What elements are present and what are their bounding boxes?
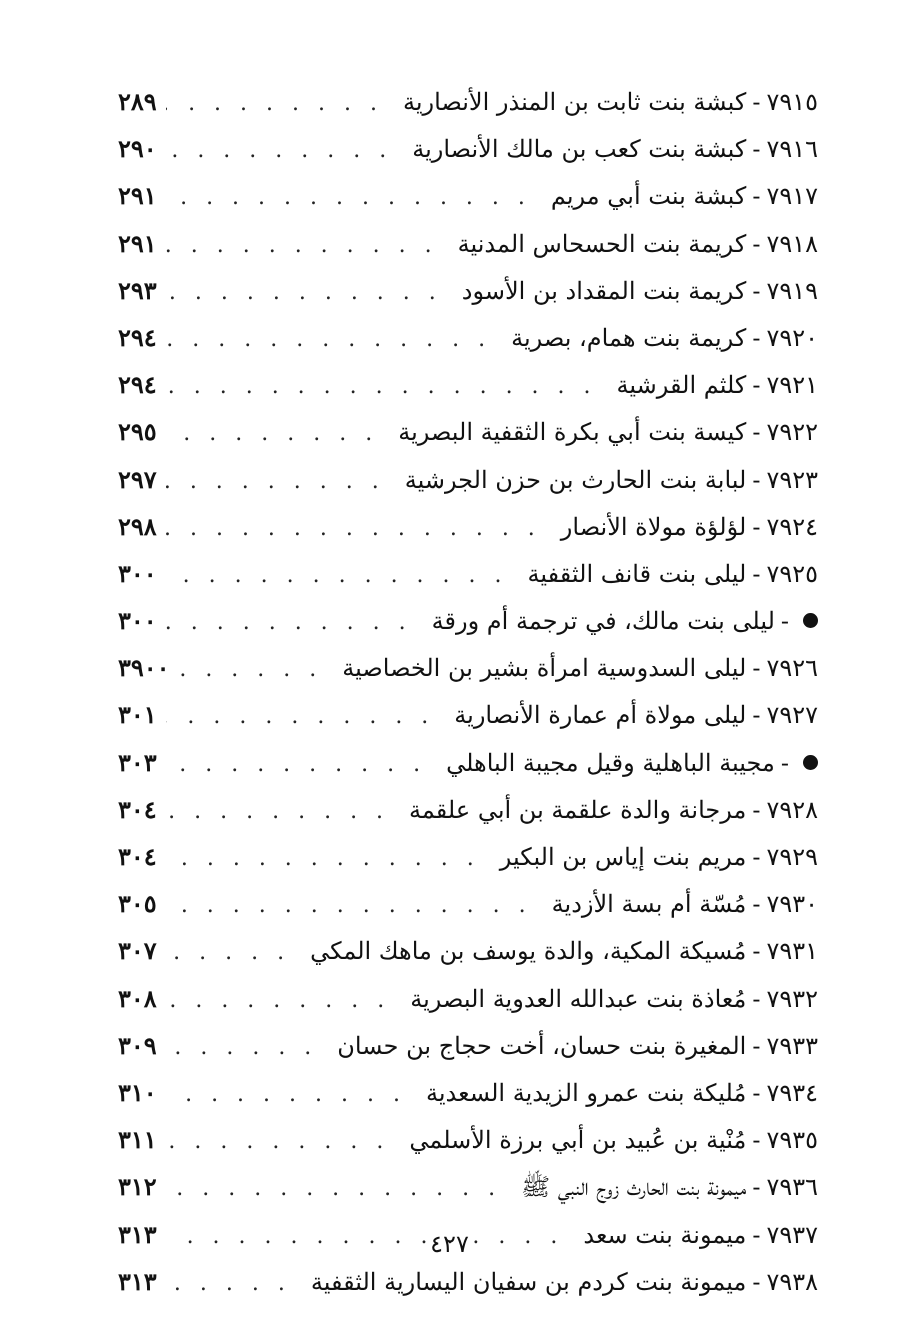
entry-dash: - [752, 323, 761, 352]
toc-entry [118, 408, 818, 455]
toc-entry [118, 267, 818, 314]
bullet-icon [803, 613, 818, 628]
entry-title: ليلى السدوسية امرأة بشير بن الخصاصية [342, 654, 747, 683]
entry-dash: - [752, 276, 761, 305]
entry-dash: - [752, 418, 761, 447]
entry-number: ٧٩٢٤ [766, 512, 818, 541]
dot-leader [166, 269, 452, 316]
toc-entry [118, 880, 818, 927]
entry-dash: - [752, 843, 761, 871]
entry-number: ٧٩٢٠ [766, 323, 818, 352]
entry-title: ميمونة بنت الحارث زوج النبي ﷺ [521, 1173, 747, 1202]
entry-dash: - [752, 1126, 761, 1155]
entry-title: ميمونة بنت سعد [583, 1220, 747, 1249]
dot-leader [166, 788, 399, 835]
entry-page-number: ٢٩٥ [118, 417, 157, 447]
toc-entry [118, 220, 818, 267]
toc-entry [118, 125, 818, 172]
entry-page-number: ٣١١ [118, 1125, 157, 1155]
entry-page-number: ٢٩١ [118, 228, 157, 258]
entry-title: لؤلؤة مولاة الأنصار [560, 512, 747, 541]
entry-title: ليلى مولاة أم عمارة الأنصارية [454, 701, 747, 730]
entry-title: كريمة بنت همام، بصرية [511, 323, 747, 352]
entry-number: ٧٩٣٧ [766, 1220, 818, 1249]
entry-page-number: ٣٠٨ [118, 983, 157, 1013]
dot-leader [166, 929, 300, 976]
entry-number: ٧٩١٥ [766, 88, 818, 116]
toc-entry [118, 78, 818, 125]
entry-number: ٧٩٣٨ [766, 1267, 818, 1296]
toc-entry [118, 456, 818, 503]
dot-leader [166, 835, 490, 882]
entry-page-number: ٢٩٤ [118, 370, 157, 400]
entry-number: ٧٩٣٦ [766, 1173, 818, 1202]
entry-title: كبشة بنت ثابت بن المنذر الأنصارية [402, 88, 747, 116]
dot-leader [166, 599, 422, 646]
entry-heading [551, 504, 818, 551]
entry-dash: - [752, 1078, 761, 1107]
entry-page-number: ٣٠٤ [118, 842, 157, 871]
entry-dash: - [752, 937, 761, 966]
entry-number: ٧٩٢٢ [766, 418, 818, 447]
entry-heading [607, 362, 818, 409]
entry-title: مُعاذة بنت عبدالله العدوية البصرية [410, 984, 747, 1013]
entry-page-number: ٣٠٩ [118, 1030, 157, 1060]
entry-number: ٧٩١٩ [766, 276, 818, 305]
entry-title: كيسة بنت أبي بكرة الثقفية البصرية [398, 418, 747, 447]
toc-entry [118, 786, 818, 833]
entry-heading [452, 268, 818, 315]
dot-leader [166, 363, 607, 410]
entry-page-number: ٣٠٧ [118, 936, 157, 966]
entry-title: مُنْية بن عُبيد بن أبي برزة الأسلمي [409, 1126, 747, 1155]
entry-page-number: ٣٠٣ [118, 747, 157, 777]
toc-entry [118, 644, 818, 691]
toc-entry [118, 833, 818, 880]
toc-entry [118, 314, 818, 361]
table-of-contents [118, 78, 818, 1305]
entry-page-number: ٣٠١ [118, 700, 157, 730]
entry-heading [400, 976, 818, 1023]
entry-title: كبشة بنت كعب بن مالك الأنصارية [412, 135, 747, 164]
entry-heading [501, 315, 818, 362]
entry-page-number: ٣١٣ [118, 1266, 157, 1296]
entry-heading [518, 551, 818, 598]
entry-dash: - [752, 1031, 761, 1060]
entry-heading [399, 1117, 818, 1164]
entry-page-number: ٣١٣ [118, 1219, 157, 1249]
dot-leader [166, 1071, 416, 1118]
entry-page-number: ٣٠٤ [118, 794, 157, 824]
entry-heading [436, 740, 818, 787]
dot-leader [166, 1260, 301, 1307]
dot-leader [166, 316, 501, 363]
entry-heading [448, 221, 818, 268]
entry-title: ميمونة بنت كردم بن سفيان اليسارية الثقفية [310, 1267, 747, 1296]
dot-leader [166, 222, 448, 269]
entry-title: مرجانة والدة علقمة بن أبي علقمة [409, 795, 747, 824]
toc-entry [118, 1116, 818, 1163]
entry-dash: - [752, 890, 761, 919]
entry-number: ٧٩٢٥ [766, 559, 818, 588]
entry-number: ٧٩١٧ [766, 182, 818, 211]
entry-dash: - [752, 512, 761, 541]
entry-title: كريمة بنت المقداد بن الأسود [461, 276, 747, 305]
dot-leader [166, 1165, 511, 1212]
entry-dash: - [752, 654, 761, 683]
entry-page-number: ٢٩٣ [118, 275, 157, 305]
entry-page-number: ٣٠٠ [118, 606, 157, 636]
entry-title: لبابة بنت الحارث بن حزن الجرشية [404, 465, 747, 494]
entry-number: ٧٩٢٦ [766, 654, 818, 683]
entry-title: كلثم القرشية [616, 371, 747, 400]
entry-page-number: ٣٠٥ [118, 889, 157, 919]
dot-leader [166, 505, 551, 552]
entry-title: ليلى بنت مالك، في ترجمة أم ورقة [431, 607, 775, 636]
entry-title: مُليكة بنت عمرو الزيدية السعدية [425, 1078, 747, 1107]
toc-entry [118, 503, 818, 550]
entry-title: مُسّة أم بسة الأزدية [551, 890, 747, 919]
entry-number: ٧٩٣٤ [766, 1078, 818, 1107]
toc-entry [118, 361, 818, 408]
entry-number: ٧٩٢٧ [766, 701, 818, 730]
entry-page-number: ٢٩٨ [118, 511, 157, 541]
entry-page-number: ٢٩٧ [118, 464, 157, 494]
toc-entry [118, 927, 818, 974]
entry-number: ٧٩٣٣ [766, 1031, 818, 1060]
entry-number: ٧٩٢٩ [766, 843, 818, 871]
entry-number: ٧٩١٨ [766, 229, 818, 258]
dot-leader [166, 80, 393, 127]
entry-page-number: ٣٠٠ [118, 558, 157, 588]
dot-leader [166, 127, 402, 174]
toc-entry [118, 1069, 818, 1116]
entry-heading [301, 1259, 818, 1306]
entry-heading [542, 881, 818, 928]
entry-dash: - [752, 559, 761, 588]
entry-dash: - [780, 748, 789, 777]
dot-leader [166, 741, 436, 788]
entry-title: كبشة بنت أبي مريم [550, 182, 747, 211]
toc-entry [118, 597, 818, 644]
toc-entry [118, 739, 818, 786]
entry-page-number: ٢٨٩ [118, 87, 157, 116]
entry-heading [395, 457, 818, 504]
entry-dash: - [752, 795, 761, 824]
entry-heading [422, 598, 818, 645]
entry-number: ٧٩٢٨ [766, 795, 818, 824]
dot-leader [166, 977, 400, 1024]
entry-number: ٧٩٣٥ [766, 1126, 818, 1155]
bullet-icon [803, 755, 818, 770]
dot-leader [166, 552, 518, 599]
entry-heading [388, 409, 818, 456]
dot-leader [166, 410, 388, 457]
entry-heading [490, 834, 818, 881]
entry-heading [444, 692, 818, 739]
entry-dash: - [752, 135, 761, 164]
entry-dash: - [752, 465, 761, 494]
toc-entry [118, 1022, 818, 1069]
entry-number: ٧٩٢١ [766, 371, 818, 400]
entry-number: ٧٩٣٠ [766, 890, 818, 919]
entry-dash: - [752, 701, 761, 730]
entry-page-number: ٣١٢ [118, 1172, 157, 1202]
toc-entry [118, 550, 818, 597]
entry-page-number: ٣١٠ [118, 1077, 157, 1107]
toc-entry [118, 691, 818, 738]
dot-leader [166, 458, 395, 505]
entry-dash: - [752, 1220, 761, 1249]
entry-dash: - [752, 1173, 761, 1202]
entry-heading [300, 928, 818, 975]
toc-entry [118, 1258, 818, 1305]
entry-number: ٧٩١٦ [766, 135, 818, 164]
entry-heading [416, 1070, 818, 1117]
entry-dash: - [752, 1267, 761, 1296]
entry-page-number: ٢٩٤ [118, 322, 157, 352]
entry-page-number: ٢٩٠ [118, 134, 157, 164]
entry-title: مريم بنت إياس بن البكير [499, 843, 747, 871]
entry-number: ٧٩٣٢ [766, 984, 818, 1013]
entry-title: مُسيكة المكية، والدة يوسف بن ماهك المكي [310, 937, 747, 966]
dot-leader [166, 882, 542, 929]
entry-dash: - [752, 88, 761, 116]
entry-title: ليلى بنت قانف الثقفية [527, 559, 747, 588]
page-number: ٤٢٧ [430, 1230, 469, 1258]
entry-dash: - [752, 182, 761, 211]
entry-heading [511, 1164, 818, 1211]
entry-heading [332, 645, 818, 692]
entry-heading [402, 126, 818, 173]
entry-heading [399, 787, 818, 834]
entry-dash: - [752, 984, 761, 1013]
dot-leader [170, 646, 333, 693]
entry-number: ٧٩٢٣ [766, 465, 818, 494]
entry-title: كريمة بنت الحسحاس المدنية [457, 229, 747, 258]
entry-dash: - [780, 607, 789, 636]
dot-leader [166, 1118, 399, 1165]
dot-leader [166, 174, 541, 221]
entry-title: المغيرة بنت حسان، أخت حجاج بن حسان [337, 1031, 747, 1060]
toc-entry [118, 1163, 818, 1210]
dot-leader [166, 1024, 327, 1071]
entry-heading [327, 1023, 818, 1070]
entry-heading [541, 173, 818, 220]
entry-dash: - [752, 229, 761, 258]
entry-page-number: ٢٩١ [118, 181, 157, 211]
toc-entry [118, 172, 818, 219]
entry-title: مجيبة الباهلية وقيل مجيبة الباهلي [446, 748, 775, 777]
entry-page-number: ٣٩٠٠ [118, 653, 170, 683]
dot-leader [166, 693, 444, 740]
entry-number: ٧٩٣١ [766, 937, 818, 966]
toc-entry [118, 975, 818, 1022]
entry-heading [393, 79, 818, 126]
entry-dash: - [752, 371, 761, 400]
